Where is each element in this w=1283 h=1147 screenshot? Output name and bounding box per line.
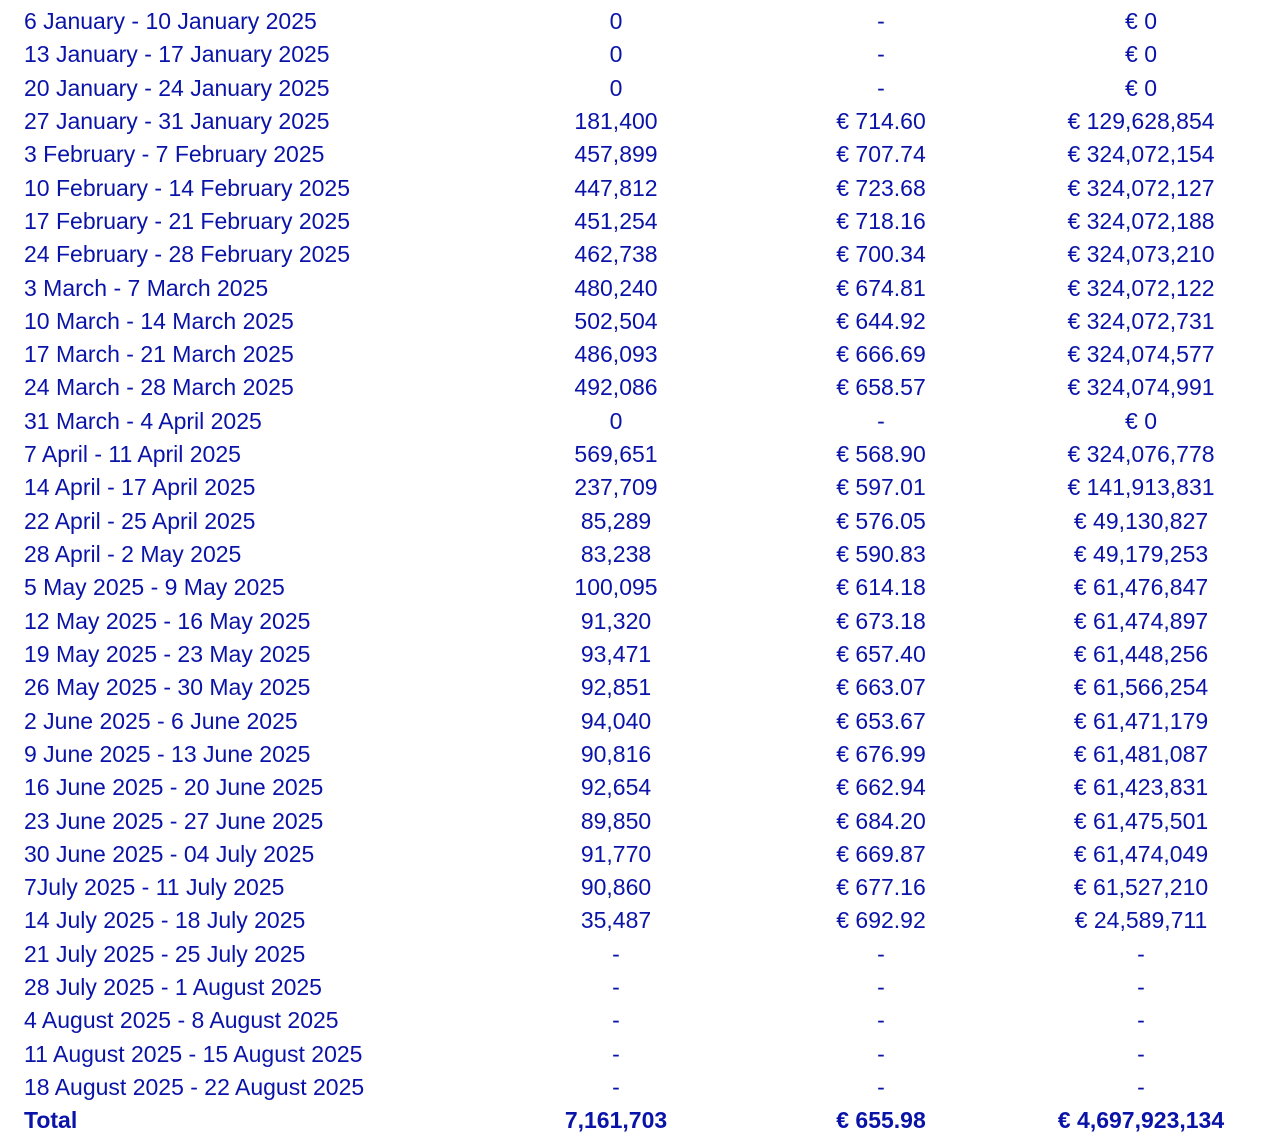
total-row: [0, 1104, 1283, 1137]
amount-cell: € 324,074,577: [1067, 341, 1215, 368]
table-row: [0, 771, 1283, 804]
quantity-cell: 502,504: [574, 307, 658, 334]
amount-cell: € 61,471,179: [1073, 707, 1209, 734]
amount-cell: € 61,475,501: [1073, 807, 1209, 834]
average-price-cell: € 700.34: [836, 241, 926, 268]
period-cell: 16 June 2025 - 20 June 2025: [24, 774, 324, 801]
amount-cell: € 61,474,049: [1073, 840, 1209, 867]
average-price-cell: € 644.92: [836, 307, 926, 334]
period-cell: 24 March - 28 March 2025: [24, 374, 294, 401]
quantity-cell: -: [612, 940, 620, 967]
period-cell: 30 June 2025 - 04 July 2025: [24, 840, 315, 867]
average-price-cell: € 718.16: [836, 207, 926, 234]
amount-cell: € 24,589,711: [1074, 907, 1208, 934]
quantity-cell: 0: [609, 41, 623, 68]
quantity-cell: 492,086: [574, 374, 658, 401]
table-row: [0, 671, 1283, 704]
average-price-cell: € 692.92: [836, 907, 926, 934]
quantity-cell: -: [612, 1007, 620, 1034]
average-price-cell: € 676.99: [836, 740, 926, 767]
table-row: [0, 904, 1283, 937]
quantity-cell: 0: [609, 74, 623, 101]
total-amount: € 4,697,923,134: [1057, 1107, 1225, 1134]
quantity-cell: 451,254: [574, 207, 658, 234]
quantity-cell: 85,289: [580, 507, 652, 534]
period-cell: 14 July 2025 - 18 July 2025: [24, 907, 306, 934]
total-quantity: 7,161,703: [564, 1107, 668, 1134]
weekly-data-table: [0, 5, 1283, 1138]
period-cell: 19 May 2025 - 23 May 2025: [24, 640, 311, 667]
quantity-cell: 447,812: [574, 174, 658, 201]
table-row: [0, 971, 1283, 1004]
quantity-cell: 181,400: [574, 107, 658, 134]
amount-cell: € 0: [1125, 74, 1157, 101]
amount-cell: € 324,076,778: [1067, 441, 1215, 468]
amount-cell: -: [1137, 1074, 1145, 1100]
quantity-cell: 89,850: [580, 807, 652, 834]
table-row: [0, 405, 1283, 438]
average-price-cell: € 723.68: [836, 174, 926, 201]
average-price-cell: € 653.67: [836, 707, 926, 734]
table-row: [0, 238, 1283, 271]
quantity-cell: 94,040: [580, 707, 652, 734]
average-price-cell: -: [877, 74, 885, 101]
period-cell: 3 February - 7 February 2025: [24, 141, 325, 168]
quantity-cell: -: [612, 1040, 620, 1067]
period-cell: 21 July 2025 - 25 July 2025: [24, 940, 306, 967]
average-price-cell: € 684.20: [836, 807, 926, 834]
table-row: [0, 605, 1283, 638]
table-row: [0, 105, 1283, 138]
table-row: [0, 538, 1283, 571]
period-cell: 4 August 2025 - 8 August 2025: [24, 1007, 339, 1034]
amount-cell: € 61,474,897: [1073, 607, 1209, 634]
average-price-cell: € 714.60: [836, 107, 926, 134]
average-price-cell: € 674.81: [836, 274, 926, 301]
period-cell: 18 August 2025 - 22 August 2025: [24, 1074, 365, 1100]
quantity-cell: 35,487: [580, 907, 652, 934]
table-row: [0, 938, 1283, 971]
quantity-cell: 486,093: [574, 341, 658, 368]
table-row: [0, 1071, 1283, 1104]
table-row: [0, 638, 1283, 671]
quantity-cell: 91,770: [580, 840, 652, 867]
quantity-cell: 90,816: [580, 740, 652, 767]
amount-cell: € 61,448,256: [1073, 640, 1209, 667]
amount-cell: € 61,476,847: [1073, 574, 1209, 601]
quantity-cell: 100,095: [574, 574, 658, 601]
table-row: [0, 1038, 1283, 1071]
period-cell: 10 March - 14 March 2025: [24, 307, 294, 334]
table-row: [0, 838, 1283, 871]
amount-cell: € 324,072,731: [1067, 307, 1215, 334]
quantity-cell: 90,860: [580, 874, 652, 901]
period-cell: 3 March - 7 March 2025: [24, 274, 269, 301]
period-cell: 24 February - 28 February 2025: [24, 241, 351, 268]
table-row: [0, 371, 1283, 404]
period-cell: 27 January - 31 January 2025: [24, 107, 330, 134]
average-price-cell: € 666.69: [836, 341, 926, 368]
average-price-cell: € 662.94: [836, 774, 926, 801]
amount-cell: € 49,130,827: [1073, 507, 1209, 534]
average-price-cell: -: [877, 407, 885, 434]
average-price-cell: -: [877, 41, 885, 68]
amount-cell: -: [1137, 1040, 1145, 1067]
average-price-cell: € 669.87: [836, 840, 926, 867]
quantity-cell: 92,851: [580, 674, 652, 701]
quantity-cell: 83,238: [580, 541, 652, 567]
amount-cell: € 0: [1125, 407, 1157, 434]
amount-cell: € 129,628,854: [1067, 107, 1215, 134]
average-price-cell: € 707.74: [836, 141, 926, 168]
table-row: [0, 172, 1283, 205]
average-price-cell: € 576.05: [836, 507, 926, 534]
period-cell: 2 June 2025 - 6 June 2025: [24, 707, 298, 734]
average-price-cell: -: [877, 1040, 885, 1067]
amount-cell: € 324,072,188: [1067, 207, 1215, 234]
table-row: [0, 571, 1283, 604]
amount-cell: € 0: [1125, 41, 1157, 68]
period-cell: 22 April - 25 April 2025: [24, 507, 256, 534]
average-price-cell: -: [877, 1074, 885, 1100]
average-price-cell: -: [877, 8, 885, 34]
table-row: [0, 5, 1283, 38]
period-cell: 26 May 2025 - 30 May 2025: [24, 674, 311, 701]
average-price-cell: -: [877, 940, 885, 967]
amount-cell: € 324,072,154: [1067, 141, 1215, 168]
period-cell: 28 July 2025 - 1 August 2025: [24, 974, 322, 1001]
table-row: [0, 1004, 1283, 1037]
table-row: [0, 805, 1283, 838]
table-row: [0, 438, 1283, 471]
quantity-cell: -: [612, 974, 620, 1001]
quantity-cell: 91,320: [580, 607, 652, 634]
period-cell: 11 August 2025 - 15 August 2025: [24, 1040, 363, 1067]
quantity-cell: 93,471: [580, 640, 652, 667]
period-cell: 10 February - 14 February 2025: [24, 174, 351, 201]
table-row: [0, 505, 1283, 538]
average-price-cell: € 657.40: [836, 640, 926, 667]
quantity-cell: 0: [609, 8, 623, 34]
quantity-cell: 0: [609, 407, 623, 434]
quantity-cell: 237,709: [574, 474, 658, 501]
amount-cell: € 61,566,254: [1073, 674, 1209, 701]
period-cell: 20 January - 24 January 2025: [24, 74, 330, 101]
period-cell: 17 March - 21 March 2025: [24, 341, 294, 368]
period-cell: 7July 2025 - 11 July 2025: [24, 874, 285, 901]
total-average-price: € 655.98: [836, 1107, 926, 1134]
amount-cell: € 141,913,831: [1067, 474, 1215, 501]
amount-cell: -: [1137, 1007, 1145, 1034]
average-price-cell: € 673.18: [836, 607, 926, 634]
table-row: [0, 72, 1283, 105]
table-row: [0, 305, 1283, 338]
quantity-cell: 569,651: [574, 441, 658, 468]
period-cell: 6 January - 10 January 2025: [24, 8, 317, 34]
table-row: [0, 705, 1283, 738]
period-cell: 28 April - 2 May 2025: [24, 541, 242, 567]
average-price-cell: € 568.90: [836, 441, 926, 468]
amount-cell: € 61,423,831: [1073, 774, 1209, 801]
average-price-cell: -: [877, 1007, 885, 1034]
amount-cell: € 61,481,087: [1073, 740, 1209, 767]
amount-cell: € 324,073,210: [1067, 241, 1215, 268]
quantity-cell: 462,738: [574, 241, 658, 268]
table-row: [0, 338, 1283, 371]
table-row: [0, 272, 1283, 305]
amount-cell: € 49,179,253: [1073, 541, 1209, 567]
amount-cell: € 324,072,127: [1067, 174, 1215, 201]
amount-cell: -: [1137, 940, 1145, 967]
average-price-cell: € 663.07: [836, 674, 926, 701]
period-cell: 12 May 2025 - 16 May 2025: [24, 607, 311, 634]
quantity-cell: -: [612, 1074, 620, 1100]
total-label: Total: [24, 1107, 78, 1134]
average-price-cell: -: [877, 974, 885, 1001]
period-cell: 23 June 2025 - 27 June 2025: [24, 807, 324, 834]
amount-cell: € 324,072,122: [1067, 274, 1215, 301]
quantity-cell: 480,240: [574, 274, 658, 301]
amount-cell: € 324,074,991: [1067, 374, 1215, 401]
quantity-cell: 92,654: [580, 774, 652, 801]
average-price-cell: € 597.01: [836, 474, 926, 501]
table-row: [0, 871, 1283, 904]
period-cell: 5 May 2025 - 9 May 2025: [24, 574, 285, 601]
average-price-cell: € 590.83: [836, 541, 926, 567]
average-price-cell: € 614.18: [836, 574, 926, 601]
table-row: [0, 471, 1283, 504]
period-cell: 14 April - 17 April 2025: [24, 474, 256, 501]
average-price-cell: € 677.16: [836, 874, 926, 901]
period-cell: 13 January - 17 January 2025: [24, 41, 330, 68]
quantity-cell: 457,899: [574, 141, 658, 168]
table-row: [0, 738, 1283, 771]
amount-cell: -: [1137, 974, 1145, 1001]
period-cell: 9 June 2025 - 13 June 2025: [24, 740, 311, 767]
amount-cell: € 61,527,210: [1073, 874, 1209, 901]
period-cell: 17 February - 21 February 2025: [24, 207, 351, 234]
table-row: [0, 205, 1283, 238]
table-row: [0, 138, 1283, 171]
table-row: [0, 38, 1283, 71]
average-price-cell: € 658.57: [836, 374, 926, 401]
period-cell: 7 April - 11 April 2025: [24, 441, 241, 468]
period-cell: 31 March - 4 April 2025: [24, 407, 262, 434]
amount-cell: € 0: [1125, 8, 1157, 34]
